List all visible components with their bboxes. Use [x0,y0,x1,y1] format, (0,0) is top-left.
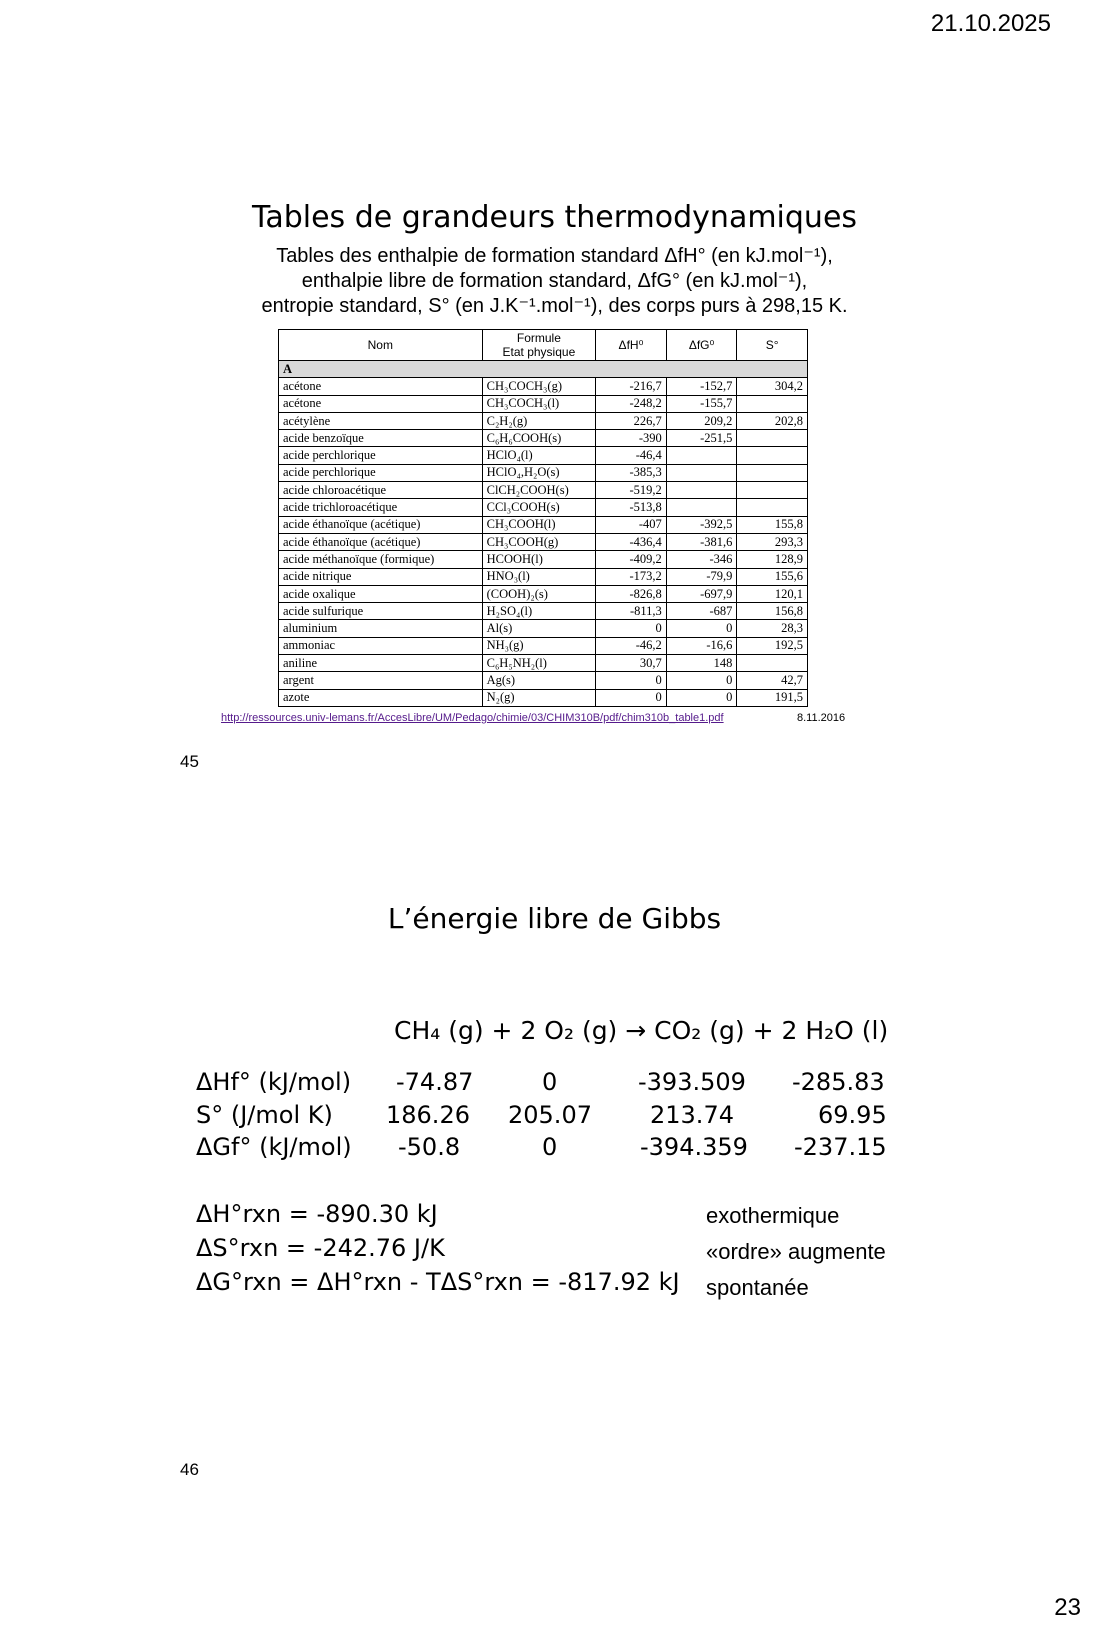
cell-s [737,655,808,672]
cell-formule: CH₃COCH₃(l) [482,395,596,412]
cell-dfh: -826,8 [596,585,667,602]
note-ordre: «ordre» augmente [706,1239,886,1264]
cell-formule: CH₃COOH(g) [482,533,596,550]
value-ch4: -50.8 [398,1133,461,1161]
cell-formule: HClO₄,H₂O(s) [482,464,596,481]
cell-nom: acétylène [279,412,483,429]
cell-nom: argent [279,672,483,689]
cell-s [737,430,808,447]
cell-dfh: -407 [596,516,667,533]
cell-formule: (COOH)₂(s) [482,585,596,602]
cell-dfg: -152,7 [666,378,737,395]
cell-formule: Al(s) [482,620,596,637]
slide2-page-number: 46 [180,1460,199,1479]
cell-nom: acide éthanoïque (acétique) [279,516,483,533]
cell-s: 293,3 [737,533,808,550]
cell-s: 120,1 [737,585,808,602]
cell-nom: acide benzoïque [279,430,483,447]
value-co2: -393.509 [638,1068,746,1096]
value-co2: 213.74 [650,1101,734,1129]
cell-dfg: -79,9 [666,568,737,585]
cell-dfg: 209,2 [666,412,737,429]
cell-dfh: 226,7 [596,412,667,429]
cell-dfh: -811,3 [596,603,667,620]
cell-s: 155,8 [737,516,808,533]
cell-s: 155,6 [737,568,808,585]
cell-dfh: -390 [596,430,667,447]
cell-s: 156,8 [737,603,808,620]
cell-s [737,464,808,481]
table-row [279,603,808,620]
cell-s: 28,3 [737,620,808,637]
cell-s: 191,5 [737,689,808,706]
cell-nom: acétone [279,378,483,395]
cell-dfg: 0 [666,689,737,706]
table-row [279,464,808,481]
cell-dfh: -436,4 [596,533,667,550]
cell-dfh: 30,7 [596,655,667,672]
cell-s: 202,8 [737,412,808,429]
cell-dfg [666,447,737,464]
table-row [279,585,808,602]
table-row [279,412,808,429]
cell-formule: C₆H₅NH₂(l) [482,655,596,672]
row-label: ΔHf° (kJ/mol) [196,1068,352,1096]
header-etat-label: Etat physique [502,345,576,359]
table-row [279,689,808,706]
cell-dfg: 148 [666,655,737,672]
cell-dfg: -392,5 [666,516,737,533]
table-row [279,499,808,516]
cell-formule: H₂SO₄(l) [482,603,596,620]
source-link[interactable]: http://ressources.univ-lemans.fr/AccesLibre/UM/Pedago/chimie/03/CHIM310B/pdf/chim310b_table1.pdf [221,712,724,724]
cell-nom: acide nitrique [279,568,483,585]
cell-nom: azote [279,689,483,706]
table-row [279,395,808,412]
cell-dfg: 0 [666,620,737,637]
property-row-dgf [196,1133,916,1163]
cell-formule: HCOOH(l) [482,551,596,568]
note-exothermique: exothermique [706,1203,840,1228]
table-row [279,655,808,672]
cell-s [737,482,808,499]
result-dg-rxn: ΔG°rxn = ΔH°rxn - TΔS°rxn = -817.92 kJ [196,1268,680,1296]
table-section-row [279,361,808,378]
cell-nom: aniline [279,655,483,672]
table-row [279,637,808,654]
cell-nom: acide oxalique [279,585,483,602]
cell-formule: C₆H₆COOH(s) [482,430,596,447]
cell-formule: C₂H₂(g) [482,412,596,429]
cell-s [737,395,808,412]
slide1-title: Tables de grandeurs thermodynamiques [251,200,858,235]
header-date: 21.10.2025 [930,10,1051,37]
header-s: S° [737,330,808,361]
cell-dfh: -46,2 [596,637,667,654]
section-label: A [279,361,808,378]
slide1-subtitle-line-3: entropie standard, S° (en J.K⁻¹.mol⁻¹), des corps purs à 298,15 K. [261,295,848,317]
header-formule [482,330,596,361]
row-label: ΔGf° (kJ/mol) [196,1133,352,1161]
cell-nom: acide sulfurique [279,603,483,620]
property-row-dhf [196,1068,916,1098]
cell-s: 192,5 [737,637,808,654]
header-nom: Nom [279,330,483,361]
cell-dfg: -251,5 [666,430,737,447]
cell-dfh: -519,2 [596,482,667,499]
value-o2: 205.07 [508,1101,592,1129]
source-date: 8.11.2016 [797,712,846,724]
table-row [279,516,808,533]
slide1-page-number: 45 [180,752,199,771]
cell-nom: acide éthanoïque (acétique) [279,533,483,550]
cell-formule: Ag(s) [482,672,596,689]
cell-nom: acide perchlorique [279,447,483,464]
cell-dfh: -173,2 [596,568,667,585]
table-row [279,620,808,637]
header-formule-label: Formule [516,331,561,345]
value-o2: 0 [542,1133,558,1161]
value-ch4: -74.87 [396,1068,474,1096]
cell-nom: acide trichloroacétique [279,499,483,516]
cell-nom: acétone [279,395,483,412]
table-row [279,568,808,585]
cell-dfg: -697,9 [666,585,737,602]
value-h2o: -237.15 [794,1133,887,1161]
cell-nom: acide méthanoïque (formique) [279,551,483,568]
cell-dfh: 0 [596,689,667,706]
cell-dfg [666,464,737,481]
cell-dfg: -155,7 [666,395,737,412]
cell-dfh: -513,8 [596,499,667,516]
cell-s: 304,2 [737,378,808,395]
cell-formule: CH₃COCH₃(g) [482,378,596,395]
cell-nom: ammoniac [279,637,483,654]
cell-dfh: -409,2 [596,551,667,568]
cell-dfh: -248,2 [596,395,667,412]
cell-formule: NH₃(g) [482,637,596,654]
cell-dfh: -385,3 [596,464,667,481]
cell-dfg: -381,6 [666,533,737,550]
slide1-subtitle-line-2: enthalpie libre de formation standard, ΔfG° (en kJ.mol⁻¹), [301,270,808,292]
table-row [279,430,808,447]
cell-dfg: -16,6 [666,637,737,654]
cell-dfh: -46,4 [596,447,667,464]
note-spontanee: spontanée [706,1275,809,1300]
table-row [279,672,808,689]
cell-dfh: -216,7 [596,378,667,395]
value-o2: 0 [542,1068,558,1096]
cell-dfg [666,499,737,516]
cell-formule: N₂(g) [482,689,596,706]
table-row [279,482,808,499]
header-dfg: ΔfG⁰ [666,330,737,361]
table-row [279,447,808,464]
cell-s [737,499,808,516]
cell-s: 128,9 [737,551,808,568]
slide1-subtitle-line-1: Tables des enthalpie de formation standard ΔfH° (en kJ.mol⁻¹), [276,245,833,267]
table-row [279,378,808,395]
cell-s [737,447,808,464]
table-row [279,533,808,550]
cell-formule: HNO₃(l) [482,568,596,585]
cell-formule: CCl₃COOH(s) [482,499,596,516]
table-row [279,551,808,568]
cell-nom: acide perchlorique [279,464,483,481]
row-label: S° (J/mol K) [196,1101,333,1129]
property-row-s [196,1101,916,1131]
cell-dfg: 0 [666,672,737,689]
cell-dfh: 0 [596,672,667,689]
slide2-title: L’énergie libre de Gibbs [387,902,722,935]
cell-dfg [666,482,737,499]
cell-formule: ClCH₂COOH(s) [482,482,596,499]
value-ch4: 186.26 [386,1101,470,1129]
result-dh-rxn: ΔH°rxn = -890.30 kJ [196,1200,438,1228]
cell-dfg: -687 [666,603,737,620]
value-co2: -394.359 [640,1133,748,1161]
page-number: 23 [1054,1594,1081,1621]
thermo-table [278,329,808,707]
cell-nom: aluminium [279,620,483,637]
value-h2o: 69.95 [818,1101,887,1129]
cell-formule: HClO₄(l) [482,447,596,464]
value-h2o: -285.83 [792,1068,885,1096]
table-header-row [279,330,808,361]
cell-dfh: 0 [596,620,667,637]
cell-dfg: -346 [666,551,737,568]
reaction-equation: CH₄ (g) + 2 O₂ (g) → CO₂ (g) + 2 H₂O (l) [394,1016,889,1045]
header-dfh: ΔfH⁰ [596,330,667,361]
result-ds-rxn: ΔS°rxn = -242.76 J/K [196,1234,445,1262]
cell-s: 42,7 [737,672,808,689]
cell-formule: CH₃COOH(l) [482,516,596,533]
cell-nom: acide chloroacétique [279,482,483,499]
